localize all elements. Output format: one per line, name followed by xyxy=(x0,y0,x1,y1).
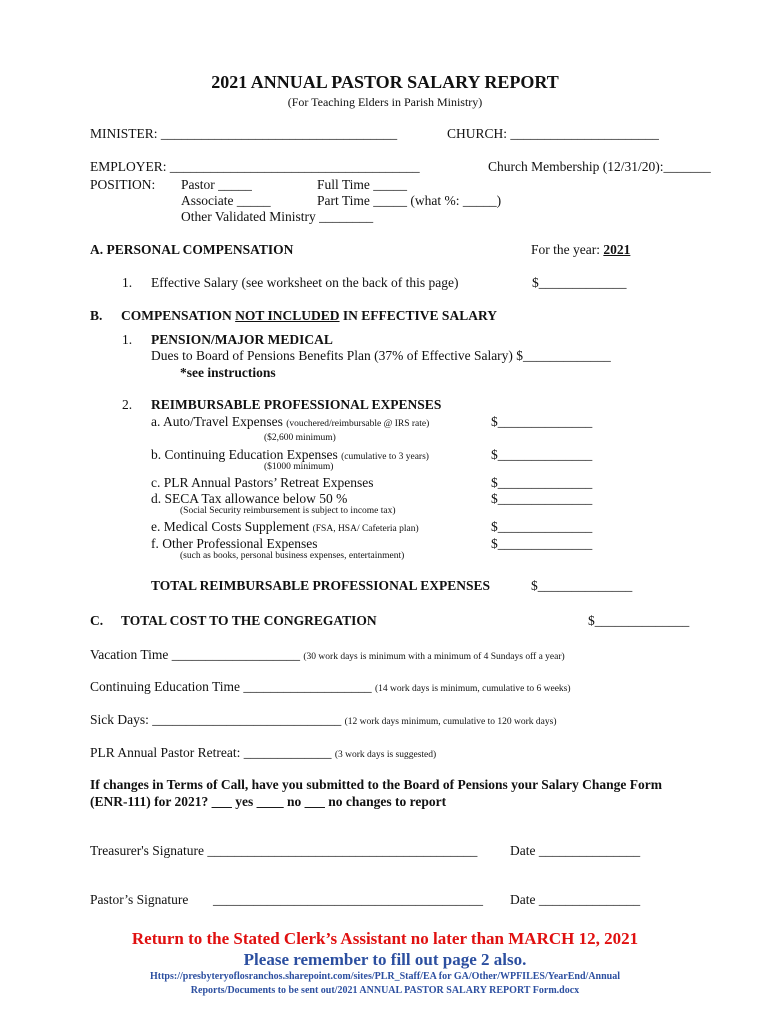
section-a-heading: A. PERSONAL COMPENSATION xyxy=(90,242,294,257)
pastor-signature-label: Pastor’s Signature xyxy=(90,892,189,907)
reimbursable-title: REIMBURSABLE PROFESSIONAL EXPENSES xyxy=(151,397,442,412)
medical-costs-field[interactable]: $______________ xyxy=(491,519,593,534)
retreat-expenses-field[interactable]: $______________ xyxy=(491,475,593,490)
continuing-education-time-field[interactable]: Continuing Education Time ___________________ (14 work days is minimum, cumulative to 6 weeks) xyxy=(90,679,571,694)
associate-option[interactable]: Associate _____ xyxy=(181,193,271,208)
medical-costs-label: e. Medical Costs Supplement (FSA, HSA/ Cafeteria plan) xyxy=(151,519,419,534)
pension-field[interactable]: Dues to Board of Pensions Benefits Plan (37% of Effective Salary) $_____________ xyxy=(151,348,611,363)
section-c-heading: TOTAL COST TO THE CONGREGATION xyxy=(121,613,377,628)
seca-tax-label: d. SECA Tax allowance below 50 % xyxy=(151,491,348,506)
total-cost-field[interactable]: $______________ xyxy=(588,613,690,628)
treasurer-signature-field[interactable]: Treasurer's Signature ________________________________________ xyxy=(90,843,478,858)
section-c-letter: C. xyxy=(90,613,104,628)
total-reimbursable-field[interactable]: $______________ xyxy=(531,578,633,593)
other-expenses-field[interactable]: $______________ xyxy=(491,536,593,551)
continuing-education-minimum: ($1000 minimum) xyxy=(264,462,334,472)
section-b-heading: COMPENSATION NOT INCLUDED IN EFFECTIVE SALARY xyxy=(121,308,497,323)
seca-tax-field[interactable]: $______________ xyxy=(491,491,593,506)
return-deadline-notice: Return to the Stated Clerk’s Assistant no later than MARCH 12, 2021 xyxy=(131,929,639,948)
effective-salary-field[interactable]: $_____________ xyxy=(532,275,627,290)
file-path-line1: Https://presbyteryoflosranchos.sharepoint.com/sites/PLR_Staff/EA for GA/Other/WPFILES/YearEnd/Annual xyxy=(149,971,621,982)
retreat-days-field[interactable]: PLR Annual Pastor Retreat: _____________ (3 work days is suggested) xyxy=(90,745,437,760)
auto-travel-label: a. Auto/Travel Expenses (vouchered/reimbursable @ IRS rate) xyxy=(151,414,430,429)
pension-note: *see instructions xyxy=(180,365,276,380)
pension-number: 1. xyxy=(122,332,133,347)
part-time-option[interactable]: Part Time _____ (what %: _____) xyxy=(317,193,502,208)
church-field[interactable]: CHURCH: ______________________ xyxy=(447,126,659,141)
page-title: 2021 ANNUAL PASTOR SALARY REPORT xyxy=(211,72,559,92)
continuing-education-field[interactable]: $______________ xyxy=(491,447,593,462)
total-reimbursable-label: TOTAL REIMBURSABLE PROFESSIONAL EXPENSES xyxy=(151,578,490,593)
full-time-option[interactable]: Full Time _____ xyxy=(317,177,408,192)
year-value: 2021 xyxy=(603,242,631,257)
other-ministry-option[interactable]: Other Validated Ministry ________ xyxy=(181,209,374,224)
reimbursable-number: 2. xyxy=(122,397,133,412)
terms-question-line1: If changes in Terms of Call, have you submitted to the Board of Pensions your Salary Change Form xyxy=(90,777,663,792)
year-label: For the year: 2021 xyxy=(531,242,631,257)
seca-tax-note: (Social Security reimbursement is subject to income tax) xyxy=(180,506,396,516)
pastor-option[interactable]: Pastor _____ xyxy=(181,177,252,192)
treasurer-date-field[interactable]: Date _______________ xyxy=(510,843,641,858)
minister-field[interactable]: MINISTER: ___________________________________ xyxy=(90,126,398,141)
effective-salary-label: Effective Salary (see worksheet on the back of this page) xyxy=(151,275,459,290)
position-label: POSITION: xyxy=(90,177,156,192)
auto-travel-minimum: ($2,600 minimum) xyxy=(264,433,336,443)
page-subtitle: (For Teaching Elders in Parish Ministry) xyxy=(287,95,483,109)
employer-field[interactable]: EMPLOYER: _____________________________________ xyxy=(90,159,420,174)
continuing-education-label: b. Continuing Education Expenses (cumulative to 3 years) xyxy=(151,447,429,462)
vacation-time-field[interactable]: Vacation Time ___________________ (30 work days is minimum with a minimum of 4 Sundays off a year) xyxy=(90,647,565,662)
file-path-line2: Reports/Documents to be sent out/2021 ANNUAL PASTOR SALARY REPORT Form.docx xyxy=(190,985,580,996)
terms-question-line2[interactable]: (ENR-111) for 2021? ___ yes ____ no ___ no changes to report xyxy=(90,794,447,809)
section-b-letter: B. xyxy=(90,308,103,323)
pastor-date-field[interactable]: Date _______________ xyxy=(510,892,641,907)
other-expenses-note: (such as books, personal business expenses, entertainment) xyxy=(180,551,405,561)
retreat-expenses-label: c. PLR Annual Pastors’ Retreat Expenses xyxy=(151,475,374,490)
other-expenses-label: f. Other Professional Expenses xyxy=(151,536,318,551)
page-two-reminder: Please remember to fill out page 2 also. xyxy=(243,950,527,969)
auto-travel-field[interactable]: $______________ xyxy=(491,414,593,429)
pension-title: PENSION/MAJOR MEDICAL xyxy=(151,332,333,347)
pastor-signature-field[interactable]: ________________________________________ xyxy=(213,892,483,907)
effective-salary-number: 1. xyxy=(122,275,133,290)
sick-days-field[interactable]: Sick Days: ____________________________ (12 work days minimum, cumulative to 120 work days) xyxy=(90,712,557,727)
membership-field[interactable]: Church Membership (12/31/20):_______ xyxy=(488,159,711,174)
